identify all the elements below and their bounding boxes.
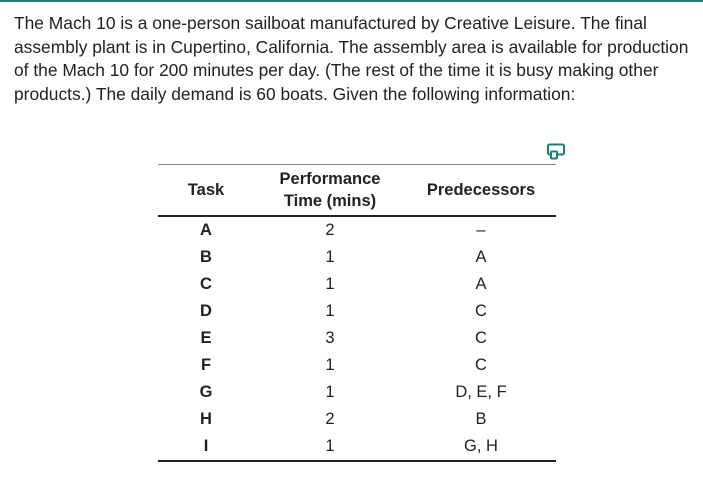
predecessors-cell: G, H [464,437,498,455]
task-cell: C [200,275,212,293]
table-row [158,379,556,406]
predecessors-cell: C [475,356,487,374]
predecessors-cell: D, E, F [455,383,507,401]
table-row [158,352,556,379]
time-cell: 1 [325,302,335,320]
predecessors-column-header: Predecessors [426,181,536,199]
performance-header-line1: Performance [279,170,381,188]
performance-header-line2: Time (mins) [283,192,377,210]
predecessors-cell: A [475,248,487,266]
table-row [158,433,556,461]
performance-time-column-header [254,165,406,217]
task-table [158,164,556,462]
table-body [158,216,556,461]
task-cell: D [200,302,212,320]
predecessors-cell: A [475,275,487,293]
predecessors-cell: C [475,302,487,320]
problem-statement: The Mach 10 is a one-person sailboat manufactured by Creative Leisure. The final assembly plant is in Cupertino, California. The assembly area is available for production of the Mach 10 for 200 minutes per day. (The rest of the time it is busy making other products.) The daily demand is 60 boats. Given the following information: [14,13,689,104]
time-cell: 1 [325,275,335,293]
predecessors-cell: – [476,221,486,239]
time-cell: 3 [325,329,335,347]
time-cell: 1 [325,383,335,401]
task-cell: H [200,410,212,428]
table-row [158,216,556,244]
task-cell: B [200,248,212,266]
table-row [158,406,556,433]
table-row [158,298,556,325]
copy-icon[interactable] [546,143,568,160]
task-cell: G [199,383,213,401]
table-row [158,271,556,298]
task-cell: I [203,437,209,455]
time-cell: 1 [325,437,335,455]
predecessors-cell: C [475,329,487,347]
time-cell: 2 [325,221,335,239]
table-row [158,325,556,352]
task-column-header: Task [187,181,225,199]
predecessors-cell: B [475,410,487,428]
time-cell: 1 [325,248,335,266]
table-row [158,244,556,271]
time-cell: 2 [325,410,335,428]
top-accent-rule [0,0,703,2]
task-cell: A [200,221,212,239]
table-header [158,165,556,217]
time-cell: 1 [325,356,335,374]
table-header-row [158,165,556,217]
task-cell: E [200,329,212,347]
task-cell: F [200,356,212,374]
